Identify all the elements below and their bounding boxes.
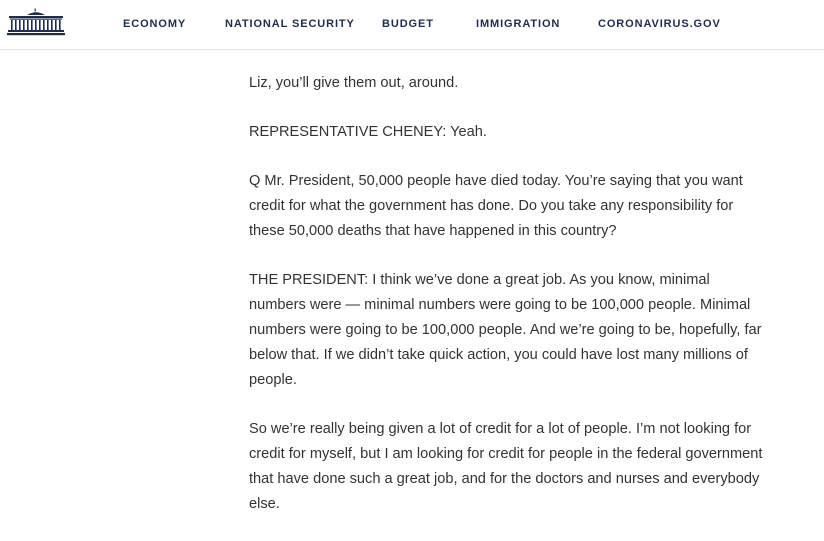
transcript-paragraph: Liz, you’ll give them out, around. [249, 75, 459, 91]
top-navigation-bar [0, 0, 824, 50]
transcript-paragraph: THE PRESIDENT: I think we’ve done a great job. As you know, minimal numbers were — minimal numbers were going to be 100,000 people. Minimal numbers were going to be 100,000 people. And we’re going to be, hopefully, far below that. If we didn’t take quick action, you could have lost many millions of people. [249, 272, 762, 388]
nav-link-coronavirus-gov[interactable]: CORONAVIRUS.GOV [598, 18, 721, 30]
nav-link-immigration[interactable]: IMMIGRATION [476, 18, 561, 30]
transcript-content [249, 71, 769, 541]
nav-link-budget[interactable]: BUDGET [382, 18, 434, 30]
transcript-paragraph: Q Mr. President, 50,000 people have died today. You’re saying that you want credit for what the government has done. Do you take any responsibility for these 50,000 deaths that have happened in this country? [249, 173, 743, 239]
nav-link-economy[interactable]: ECONOMY [123, 18, 187, 30]
transcript-paragraph: So we’re really being given a lot of credit for a lot of people. I’m not looking for credit for myself, but I am looking for credit for people in the federal government that have done such a great job, and for the doctors and nurses and everybody else. [249, 421, 763, 512]
white-house-icon[interactable] [7, 8, 65, 36]
transcript-paragraph: REPRESENTATIVE CHENEY: Yeah. [249, 124, 487, 140]
nav-link-national-security[interactable]: NATIONAL SECURITY [225, 18, 355, 30]
